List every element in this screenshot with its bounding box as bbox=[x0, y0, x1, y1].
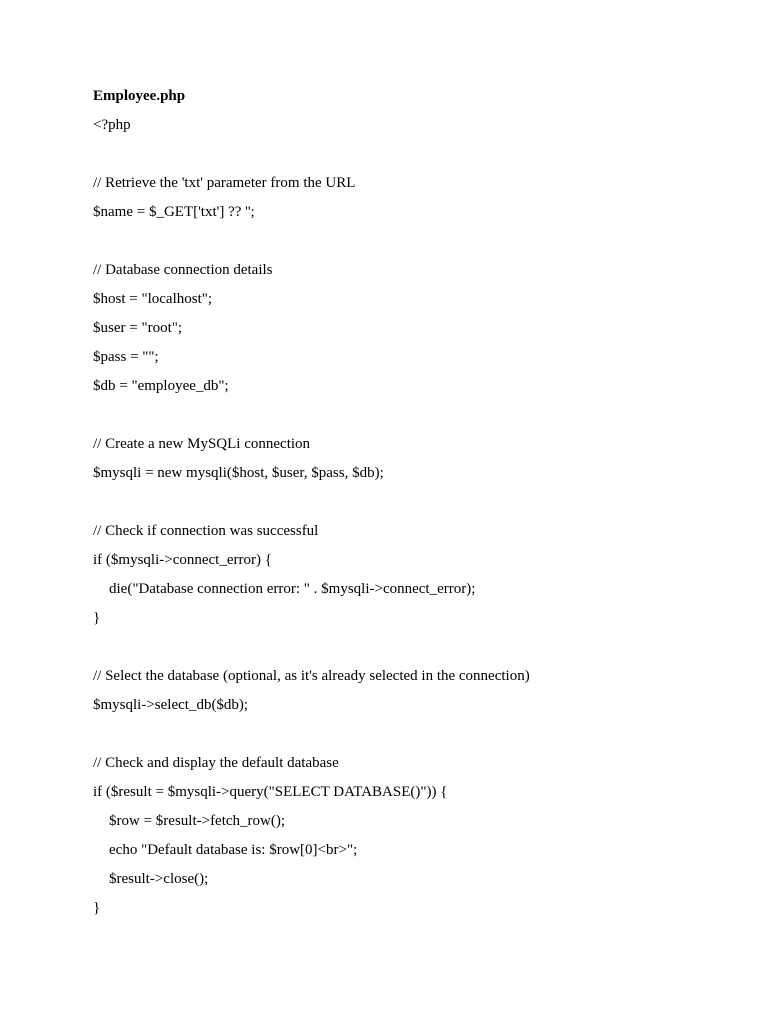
document-body bbox=[93, 86, 713, 927]
comment-db-details: // Database connection details bbox=[93, 262, 273, 278]
code-line-echo: echo "Default database is: $row[0]<br>"; bbox=[109, 842, 358, 858]
blank-line bbox=[93, 492, 713, 521]
blank-line bbox=[93, 637, 713, 666]
code-line-mysqli-new: $mysqli = new mysqli($host, $user, $pass, $db); bbox=[93, 465, 384, 481]
code-line-if-connect-error: if ($mysqli->connect_error) { bbox=[93, 552, 272, 568]
code-line-result-close: $result->close(); bbox=[109, 871, 209, 887]
comment-retrieve-param: // Retrieve the 'txt' parameter from the URL bbox=[93, 175, 356, 191]
code-line-user: $user = "root"; bbox=[93, 320, 183, 336]
code-line-if-query: if ($result = $mysqli->query("SELECT DATABASE()")) { bbox=[93, 784, 448, 800]
code-line-fetch-row: $row = $result->fetch_row(); bbox=[109, 813, 286, 829]
code-line-close-brace: } bbox=[93, 610, 101, 626]
blank-line bbox=[93, 724, 713, 753]
comment-select-db: // Select the database (optional, as it's already selected in the connection) bbox=[93, 668, 530, 684]
code-line-pass: $pass = ""; bbox=[93, 349, 159, 365]
code-line-db: $db = "employee_db"; bbox=[93, 378, 229, 394]
code-line-close-brace: } bbox=[93, 900, 101, 916]
comment-create-connection: // Create a new MySQLi connection bbox=[93, 436, 311, 452]
comment-display-default-db: // Check and display the default database bbox=[93, 755, 339, 771]
code-line-host: $host = "localhost"; bbox=[93, 291, 213, 307]
comment-check-connection: // Check if connection was successful bbox=[93, 523, 319, 539]
code-line-name-assign: $name = $_GET['txt'] ?? ''; bbox=[93, 204, 255, 220]
blank-line bbox=[93, 144, 713, 173]
code-line-select-db: $mysqli->select_db($db); bbox=[93, 697, 249, 713]
document-title: Employee.php bbox=[93, 88, 186, 104]
code-line-die: die("Database connection error: " . $mysqli->connect_error); bbox=[109, 581, 476, 597]
blank-line bbox=[93, 231, 713, 260]
code-line-php-open: <?php bbox=[93, 117, 131, 133]
blank-line bbox=[93, 405, 713, 434]
